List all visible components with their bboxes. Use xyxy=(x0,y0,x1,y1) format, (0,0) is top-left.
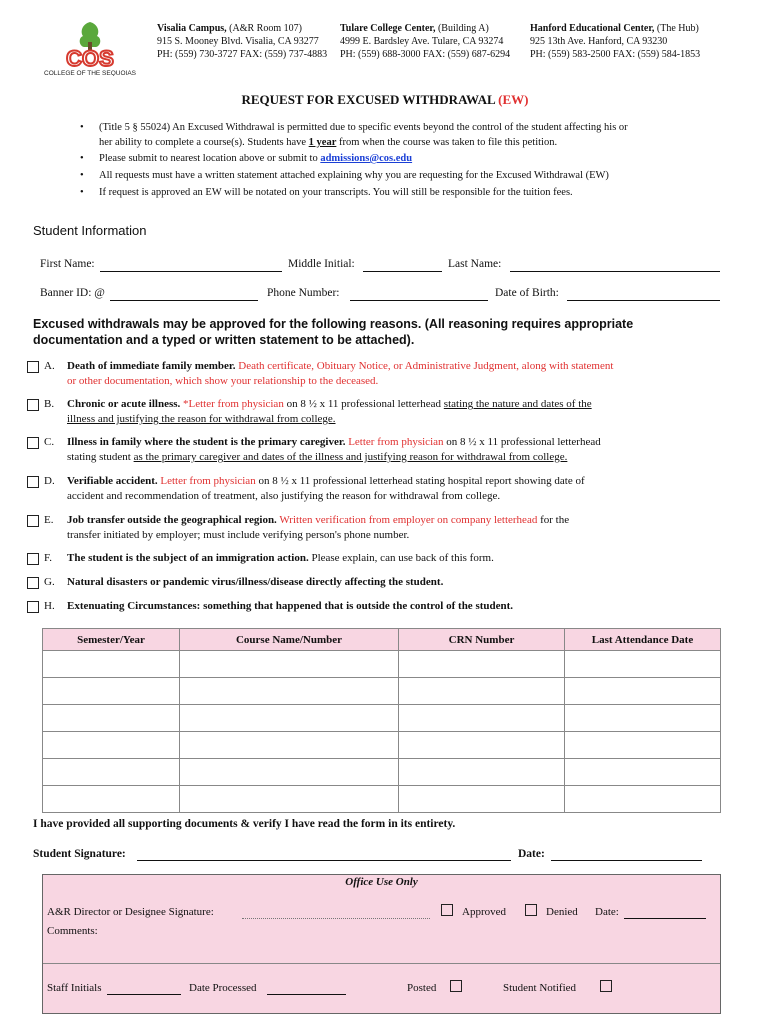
middle-initial-field[interactable] xyxy=(363,258,442,272)
office-date-label: Date: xyxy=(595,906,619,918)
affirmation-statement: I have provided all supporting documents & verify I have read the form in its entirety. xyxy=(33,818,456,830)
col-course-name: Course Name/Number xyxy=(180,629,399,651)
col-last-attendance: Last Attendance Date xyxy=(565,629,721,651)
middle-initial-label: Middle Initial: xyxy=(288,258,355,270)
table-cell[interactable] xyxy=(565,678,721,705)
option-h: Extenuating Circumstances: something that happened that is outside the control of the student. xyxy=(67,600,514,612)
table-cell[interactable] xyxy=(399,678,565,705)
option-letter-a: A. xyxy=(44,360,55,372)
posted-checkbox[interactable] xyxy=(450,980,462,992)
logo-text: COS xyxy=(66,46,114,71)
denied-checkbox[interactable] xyxy=(525,904,537,916)
option-letter-d: D. xyxy=(44,475,55,487)
checkbox-b[interactable] xyxy=(27,399,39,411)
office-date-field[interactable] xyxy=(624,906,706,919)
table-cell[interactable] xyxy=(43,759,180,786)
option-c: Illness in family where the student is the primary caregiver. Letter from physician on 8 ½ x 11 professional letterhead stating student as the primary caregiver and dates of the illness and justifying reason for withdrawal from college. xyxy=(67,436,601,463)
table-cell[interactable] xyxy=(565,786,721,813)
banner-id-field[interactable] xyxy=(110,287,258,301)
checkbox-f[interactable] xyxy=(27,553,39,565)
office-use-box xyxy=(42,874,721,1014)
student-info-heading: Student Information xyxy=(33,223,147,238)
option-e: Job transfer outside the geographical region. Written verification from employer on company letterhead for the transfer initiated by employer; must include verifying person's phone number. xyxy=(67,514,570,541)
table-cell[interactable] xyxy=(180,651,399,678)
office-use-title: Office Use Only xyxy=(345,876,418,888)
option-letter-e: E. xyxy=(44,514,54,526)
table-cell[interactable] xyxy=(43,678,180,705)
table-row xyxy=(43,705,721,732)
option-f: The student is the subject of an immigration action. Please explain, can use back of this form. xyxy=(67,552,494,564)
last-name-label: Last Name: xyxy=(448,258,502,270)
info-bullet-2: • Please submit to nearest location above or submit to admissions@cos.edu xyxy=(80,153,413,164)
office-divider xyxy=(43,963,720,964)
reasons-intro: Excused withdrawals may be approved for the following reasons. (All reasoning requires appropriate documentation and a typed or written statement to be attached). xyxy=(33,317,634,347)
table-cell[interactable] xyxy=(180,759,399,786)
dob-field[interactable] xyxy=(567,287,720,301)
option-letter-b: B. xyxy=(44,398,55,410)
table-row xyxy=(43,759,721,786)
dob-label: Date of Birth: xyxy=(495,287,559,299)
option-a: Death of immediate family member. Death certificate, Obituary Notice, or Administrative Judgment, along with statement or other documentation, which show your relationship to the deceased. xyxy=(67,360,614,387)
form-title: REQUEST FOR EXCUSED WITHDRAWAL (EW) xyxy=(241,92,529,107)
denied-label: Denied xyxy=(546,906,578,918)
table-cell[interactable] xyxy=(180,732,399,759)
student-date-label: Date: xyxy=(518,848,545,860)
table-cell[interactable] xyxy=(399,705,565,732)
course-table xyxy=(42,628,721,813)
option-d: Verifiable accident. Letter from physician on 8 ½ x 11 professional letterhead stating hospital report showing date of accident and recommendation of treatment, also justifying the reason for withdrawal from college. xyxy=(67,475,585,502)
phone-label: Phone Number: xyxy=(267,287,340,299)
location-hanford: Hanford Educational Center, (The Hub) 925 13th Ave. Hanford, CA 93230 PH: (559) 583-2500 FAX: (559) 584-1853 xyxy=(530,23,701,60)
student-notified-label: Student Notified xyxy=(503,982,577,994)
info-bullet-4: • If request is approved an EW will be notated on your transcripts. You will still be responsible for the tuition fees. xyxy=(80,187,573,198)
approved-label: Approved xyxy=(462,906,506,918)
checkbox-c[interactable] xyxy=(27,437,39,449)
table-row xyxy=(43,651,721,678)
option-g: Natural disasters or pandemic virus/illness/disease directly affecting the student. xyxy=(67,576,444,588)
director-signature-field[interactable] xyxy=(242,906,430,919)
table-row xyxy=(43,732,721,759)
table-cell[interactable] xyxy=(43,705,180,732)
info-bullet-1: • (Title 5 § 55024) An Excused Withdrawal is permitted due to specific events beyond the control of the student affecting his or her ability to complete a course(s). Students have 1 year from when the course was taken to file this petition. xyxy=(80,122,628,148)
option-b: Chronic or acute illness. *Letter from physician on 8 ½ x 11 professional letterhead stating the nature and dates of the illness and justifying the reason for withdrawal from college. xyxy=(67,398,592,425)
cos-logo xyxy=(36,20,144,76)
col-semester-year: Semester/Year xyxy=(43,629,180,651)
location-tulare: Tulare College Center, (Building A) 4999 E. Bardsley Ave. Tulare, CA 93274 PH: (559) 688-3000 FAX: (559) 687-6294 xyxy=(340,23,511,60)
email-link[interactable]: admissions@cos.edu xyxy=(320,153,413,164)
date-processed-field[interactable] xyxy=(267,982,346,995)
phone-field[interactable] xyxy=(350,287,488,301)
table-cell[interactable] xyxy=(399,759,565,786)
table-cell[interactable] xyxy=(180,678,399,705)
logo-subtext: COLLEGE OF THE SEQUOIAS xyxy=(44,70,136,76)
info-bullet-3: • All requests must have a written statement attached explaining why you are requesting for the Excused Withdrawal (EW) xyxy=(80,170,609,181)
table-cell[interactable] xyxy=(399,732,565,759)
checkbox-d[interactable] xyxy=(27,476,39,488)
table-cell[interactable] xyxy=(565,759,721,786)
table-cell[interactable] xyxy=(399,651,565,678)
table-cell[interactable] xyxy=(43,732,180,759)
table-header-row xyxy=(43,629,721,651)
option-letter-h: H. xyxy=(44,600,55,612)
checkbox-a[interactable] xyxy=(27,361,39,373)
first-name-label: First Name: xyxy=(40,258,95,270)
first-name-field[interactable] xyxy=(100,258,282,272)
student-signature-field[interactable] xyxy=(137,848,511,861)
student-notified-checkbox[interactable] xyxy=(600,980,612,992)
staff-initials-label: Staff Initials xyxy=(47,982,102,994)
table-cell[interactable] xyxy=(43,651,180,678)
option-letter-f: F. xyxy=(44,552,52,564)
table-row xyxy=(43,786,721,813)
table-cell[interactable] xyxy=(399,786,565,813)
date-processed-label: Date Processed xyxy=(189,982,257,994)
checkbox-h[interactable] xyxy=(27,601,39,613)
posted-label: Posted xyxy=(407,982,437,994)
banner-id-label: Banner ID: @ xyxy=(40,287,105,299)
director-signature-label: A&R Director or Designee Signature: xyxy=(47,906,214,918)
comments-label: Comments: xyxy=(47,925,98,937)
col-crn: CRN Number xyxy=(399,629,565,651)
option-letter-c: C. xyxy=(44,436,55,448)
table-cell[interactable] xyxy=(43,786,180,813)
location-visalia: Visalia Campus, (A&R Room 107) 915 S. Mooney Blvd. Visalia, CA 93277 PH: (559) 730-3727 FAX: (559) 737-4883 xyxy=(157,23,328,60)
table-cell[interactable] xyxy=(565,651,721,678)
checkbox-g[interactable] xyxy=(27,577,39,589)
checkbox-e[interactable] xyxy=(27,515,39,527)
table-cell[interactable] xyxy=(565,732,721,759)
table-row xyxy=(43,678,721,705)
table-cell[interactable] xyxy=(180,705,399,732)
table-cell[interactable] xyxy=(565,705,721,732)
student-date-field[interactable] xyxy=(551,848,702,861)
student-signature-label: Student Signature: xyxy=(33,848,126,860)
table-cell[interactable] xyxy=(180,786,399,813)
option-letter-g: G. xyxy=(44,576,55,588)
staff-initials-field[interactable] xyxy=(107,982,181,995)
approved-checkbox[interactable] xyxy=(441,904,453,916)
last-name-field[interactable] xyxy=(510,258,720,272)
